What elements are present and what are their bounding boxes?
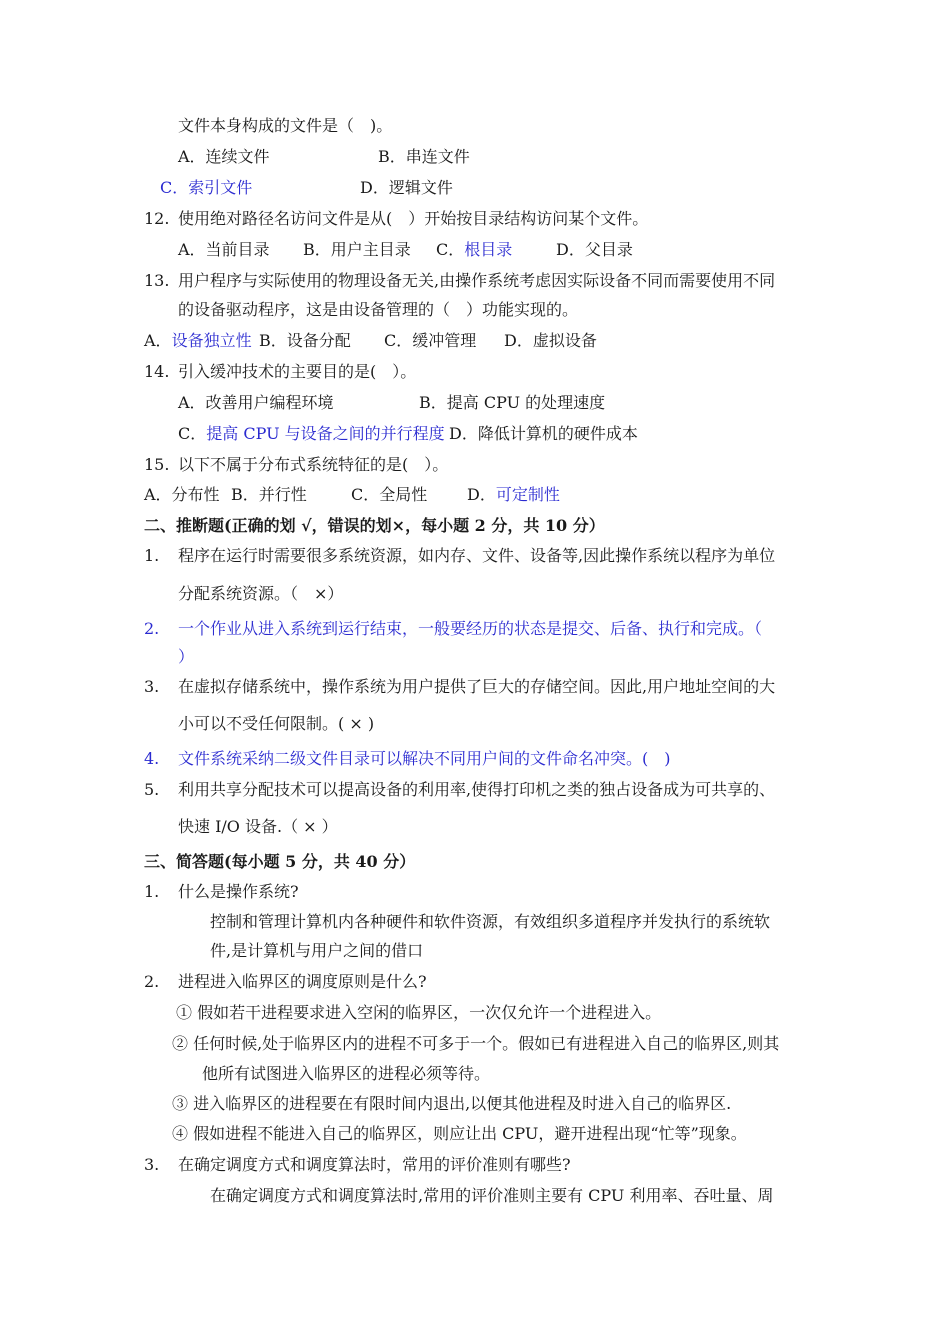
q13-option-c: C．缓冲管理 — [384, 331, 477, 350]
q12-option-c-prefix: C． — [436, 240, 465, 259]
s2-item4-line1: 文件系统采纳二级文件目录可以解决不同用户间的文件命名冲突。( ) — [178, 749, 671, 768]
q12-option-c-answer: 根目录 — [464, 240, 513, 259]
s2-item2-number: 2. — [144, 619, 160, 638]
q12-option-b: B．用户主目录 — [303, 240, 411, 259]
s2-item1-number: 1. — [144, 546, 160, 565]
q11-option-b: B．串连文件 — [378, 147, 470, 166]
q14-option-d: D．降低计算机的硬件成本 — [449, 424, 638, 443]
q12-option-c — [436, 240, 512, 260]
q12-option-a: A．当前目录 — [178, 240, 270, 259]
s3-q1-number: 1. — [144, 882, 160, 901]
q14-option-b: B．提高 CPU 的处理速度 — [419, 393, 606, 412]
q13-stem-line2: 的设备驱动程序，这是由设备管理的（ ）功能实现的。 — [178, 300, 579, 319]
q15-number: 15. — [144, 455, 170, 474]
q14-stem: 引入缓冲技术的主要目的是( ）。 — [178, 362, 417, 381]
q15-stem: 以下不属于分布式系统特征的是( ）。 — [178, 455, 449, 474]
s2-item1-line2: 分配系统资源。（ ×） — [178, 584, 344, 603]
q13-stem-line1: 用户程序与实际使用的物理设备无关,由操作系统考虑因实际设备不同而需要使用不同 — [178, 271, 776, 290]
s3-q2-point2-line1: ② 任何时候,处于临界区内的进程不可多于一个。假如已有进程进入自己的临界区,则其 — [172, 1034, 780, 1053]
s3-q3-question: 在确定调度方式和调度算法时，常用的评价准则有哪些? — [178, 1155, 571, 1174]
q15-option-c: C．全局性 — [351, 485, 428, 504]
section2-heading: 二、推断题(正确的划 √，错误的划×，每小题 2 分，共 10 分） — [144, 516, 605, 535]
s3-q1-answer-line1: 控制和管理计算机内各种硬件和软件资源，有效组织多道程序并发执行的系统软 — [210, 912, 771, 931]
s2-item5-number: 5. — [144, 780, 160, 799]
s3-q1-question: 什么是操作系统? — [178, 882, 299, 901]
q13-option-a-answer: 设备独立性 — [171, 331, 252, 350]
s2-item3-line2: 小可以不受任何限制。( × ) — [178, 714, 375, 733]
q14-number: 14. — [144, 362, 170, 381]
q11-option-c-answer: C．索引文件 — [160, 178, 253, 197]
q14-option-c-answer: 提高 CPU 与设备之间的并行程度 — [206, 424, 445, 443]
q15-option-d — [467, 485, 560, 505]
s3-q1-answer-line2: 件,是计算机与用户之间的借口 — [210, 941, 424, 960]
s3-q2-point4: ④ 假如进程不能进入自己的临界区，则应让出 CPU，避开进程出现“忙等”现象。 — [172, 1124, 747, 1143]
s2-item1-line1: 程序在运行时需要很多系统资源，如内存、文件、设备等,因此操作系统以程序为单位 — [178, 546, 776, 565]
q12-number: 12. — [144, 209, 170, 228]
q13-option-a — [144, 331, 252, 351]
q14-option-c-prefix: C． — [178, 424, 207, 443]
q11-option-d: D．逻辑文件 — [360, 178, 453, 197]
q15-option-d-prefix: D． — [467, 485, 496, 504]
s3-q2-point3: ③ 进入临界区的进程要在有限时间内退出,以便其他进程及时进入自己的临界区. — [172, 1094, 732, 1113]
q12-stem: 使用绝对路径名访问文件是从( ）开始按目录结构访问某个文件。 — [178, 209, 649, 228]
q15-option-d-answer: 可定制性 — [495, 485, 560, 504]
s2-item2-line1: 一个作业从进入系统到运行结束，一般要经历的状态是提交、后备、执行和完成。（ — [178, 619, 763, 638]
q11-option-a: A．连续文件 — [178, 147, 270, 166]
q11-stem-tail: 文件本身构成的文件是（ )。 — [178, 116, 393, 135]
s2-item2-line2: ） — [178, 647, 195, 666]
s2-item5-line2: 快速 I/O 设备.（ × ） — [178, 817, 338, 836]
s2-item5-line1: 利用共享分配技术可以提高设备的利用率,使得打印机之类的独占设备成为可共享的、 — [178, 780, 776, 799]
q15-option-a: A．分布性 — [144, 485, 220, 504]
q12-option-d: D．父目录 — [556, 240, 633, 259]
q14-option-a: A．改善用户编程环境 — [178, 393, 334, 412]
s3-q2-point2-line2: 他所有试图进入临界区的进程必须等待。 — [202, 1064, 491, 1083]
q14-option-c — [178, 424, 445, 444]
s2-item4-number: 4. — [144, 749, 160, 768]
q13-option-b: B．设备分配 — [259, 331, 351, 350]
s3-q2-number: 2. — [144, 972, 160, 991]
q13-option-d: D．虚拟设备 — [504, 331, 597, 350]
s2-item3-number: 3. — [144, 677, 160, 696]
s3-q2-point1: ① 假如若干进程要求进入空闲的临界区，一次仅允许一个进程进入。 — [176, 1003, 662, 1022]
s3-q3-answer-line1: 在确定调度方式和调度算法时,常用的评价准则主要有 CPU 利用率、吞吐量、周 — [210, 1186, 774, 1205]
section3-heading: 三、简答题(每小题 5 分，共 40 分） — [144, 852, 416, 871]
q13-number: 13. — [144, 271, 170, 290]
s3-q2-question: 进程进入临界区的调度原则是什么? — [178, 972, 427, 991]
q15-option-b: B．并行性 — [231, 485, 307, 504]
s3-q3-number: 3. — [144, 1155, 160, 1174]
s2-item3-line1: 在虚拟存储系统中，操作系统为用户提供了巨大的存储空间。因此,用户地址空间的大 — [178, 677, 776, 696]
q13-option-a-prefix: A． — [144, 331, 172, 350]
